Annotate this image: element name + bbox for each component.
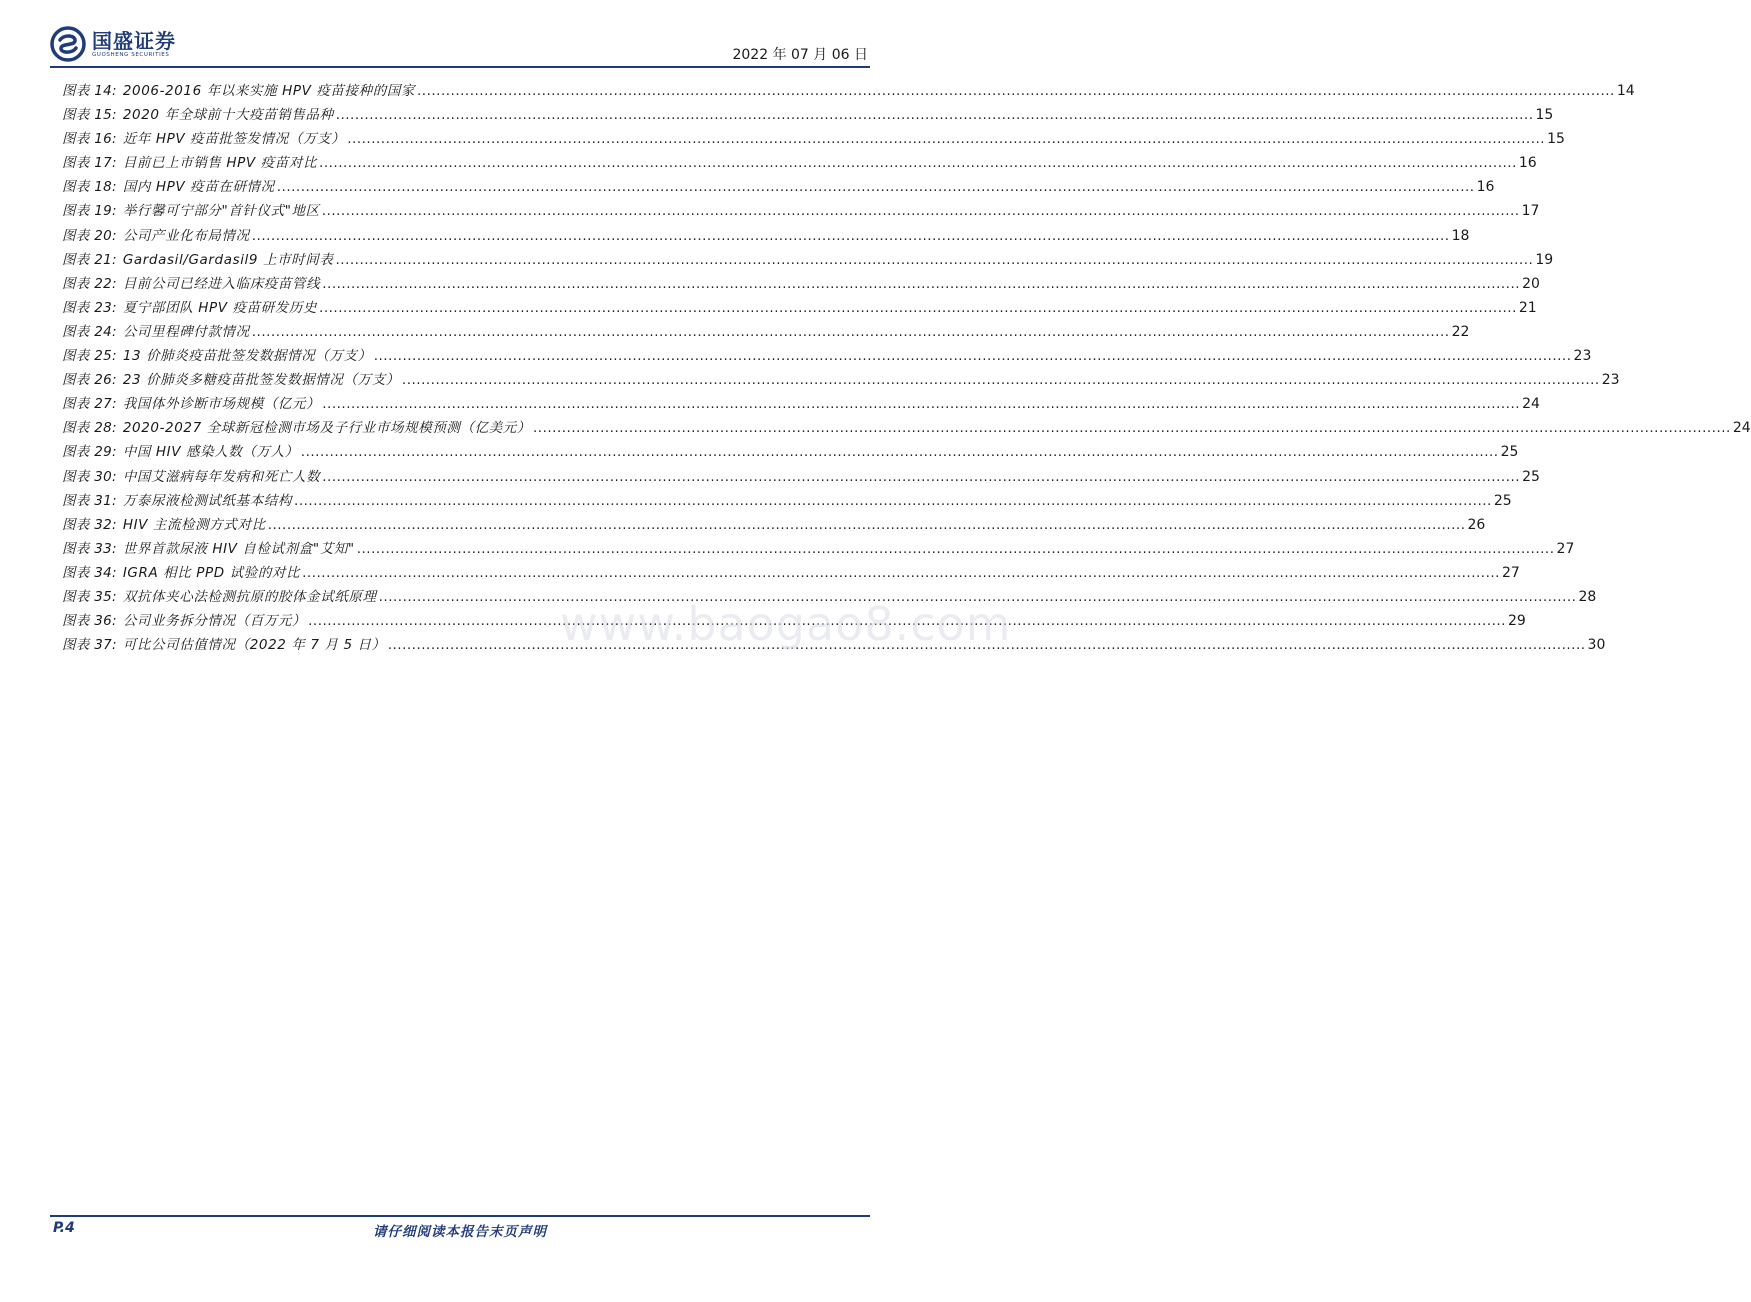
toc-entry-label: 图表 28: (62, 420, 117, 437)
logo-chinese-name: 国盛证券 (92, 28, 176, 53)
toc-leader-dots (322, 272, 1520, 296)
toc-leader-dots (347, 127, 1545, 151)
toc-entry-title: 双抗体夹心法检测抗原的胶体金试纸原理 (122, 588, 377, 605)
toc-entry[interactable] (62, 633, 1606, 657)
toc-entry-label: 图表 23: (62, 299, 117, 316)
toc-entry-page: 15 (1547, 131, 1565, 148)
toc-entry-label: 图表 35: (62, 588, 117, 605)
toc-entry-label: 图表 27: (62, 396, 117, 413)
toc-entry[interactable] (62, 609, 1526, 633)
toc-entry[interactable] (62, 151, 1537, 175)
toc-entry[interactable] (62, 561, 1520, 585)
toc-entry[interactable] (62, 320, 1470, 344)
toc-entry[interactable] (62, 585, 1597, 609)
toc-entry-label: 图表 31: (62, 492, 117, 509)
toc-entry[interactable] (62, 272, 1540, 296)
toc-entry-title: 公司业务拆分情况（百万元） (122, 613, 307, 630)
toc-entry-title: 可比公司估值情况（2022 年 7 月 5 日） (122, 637, 386, 654)
toc-entry-label: 图表 22: (62, 275, 117, 292)
toc-entry-title: 目前公司已经进入临床疫苗管线 (122, 275, 321, 292)
toc-entry[interactable] (62, 296, 1537, 320)
toc-entry[interactable] (62, 224, 1470, 248)
toc-entry[interactable] (62, 344, 1592, 368)
toc-leader-dots (357, 537, 1555, 561)
toc-leader-dots (335, 248, 1533, 272)
toc-entry-page: 16 (1476, 179, 1495, 196)
toc-entry-label: 图表 30: (62, 468, 117, 485)
toc-entry-label: 图表 14: (62, 83, 117, 99)
toc-entry-page: 20 (1522, 275, 1540, 292)
toc-entry[interactable] (62, 537, 1575, 561)
toc-leader-dots (322, 392, 1520, 416)
toc-leader-dots (322, 199, 1520, 223)
toc-entry-page: 27 (1501, 564, 1520, 581)
toc-leader-dots (301, 440, 1499, 464)
toc-entry-page: 14 (1616, 83, 1635, 99)
toc-entry-page: 19 (1535, 251, 1554, 268)
footer-rule (50, 1215, 870, 1217)
toc-entry-title: 近年 HPV 疫苗批签发情况（万支） (122, 131, 346, 148)
toc-leader-dots (374, 344, 1572, 368)
toc-leader-dots (294, 489, 1492, 513)
toc-entry-page: 18 (1451, 227, 1470, 244)
toc-entry-page: 25 (1500, 444, 1519, 461)
toc-entry-title: 2020-2027 全球新冠检测市场及子行业市场规模预测（亿美元） (122, 420, 532, 437)
toc-entry[interactable] (62, 392, 1540, 416)
toc-entry-page: 25 (1522, 468, 1540, 485)
toc-entry-title: 万泰尿液检测试纸基本结构 (122, 492, 293, 509)
toc-entry-page: 24 (1732, 420, 1751, 437)
toc-entry-title: 夏宁部团队 HPV 疫苗研发历史 (122, 299, 318, 316)
toc-leader-dots (336, 103, 1534, 127)
toc-entry[interactable] (62, 248, 1554, 272)
toc-entry-title: 国内 HPV 疫苗在研情况 (122, 179, 275, 196)
toc-entry-label: 图表 34: (62, 564, 117, 581)
toc-entry-page: 23 (1601, 372, 1620, 389)
toc-entry-page: 24 (1522, 396, 1540, 413)
page-number: P.4 (53, 1220, 75, 1236)
toc-entry-title: 中国艾滋病每年发病和死亡人数 (122, 468, 321, 485)
toc-entry-page: 22 (1451, 323, 1470, 340)
toc-entry-label: 图表 19: (62, 203, 117, 220)
toc-leader-dots (322, 465, 1520, 489)
toc-entry[interactable] (62, 199, 1540, 223)
toc-entry-title: 目前已上市销售 HPV 疫苗对比 (122, 155, 318, 172)
toc-entry[interactable] (62, 368, 1620, 392)
toc-entry-page: 29 (1507, 613, 1526, 630)
toc-entry-page: 25 (1493, 492, 1512, 509)
toc-leader-dots (302, 561, 1500, 585)
toc-leader-dots (388, 633, 1586, 657)
toc-entry-title: HIV 主流检测方式对比 (122, 516, 266, 533)
toc-entry[interactable] (62, 103, 1554, 127)
logo-english-name: GUOSHENG SECURITIES (92, 51, 170, 58)
toc-entry-title: 世界首款尿液 HIV 自检试剂盒"艾知" (122, 540, 355, 557)
toc-entry-label: 图表 29: (62, 444, 117, 461)
toc-entry-title: 23 价肺炎多糖疫苗批签发数据情况（万支） (122, 372, 400, 389)
page-header (50, 24, 870, 68)
toc-entry-page: 23 (1573, 348, 1592, 365)
toc-leader-dots (268, 513, 1466, 537)
toc-entry[interactable] (62, 127, 1565, 151)
toc-entry[interactable] (62, 175, 1495, 199)
toc-leader-dots (277, 175, 1475, 199)
toc-entry-label: 图表 17: (62, 155, 117, 172)
watermark: www.baogao8.com (560, 597, 1012, 651)
toc-entry-page: 17 (1521, 203, 1540, 220)
toc-entry[interactable] (62, 440, 1519, 464)
toc-entry-label: 图表 21: (62, 251, 117, 268)
toc-entry-title: 中国 HIV 感染人数（万人） (122, 444, 299, 461)
toc-leader-dots (533, 416, 1731, 440)
toc-entry-title: Gardasil/Gardasil9 上市时间表 (122, 251, 334, 268)
toc-entry-page: 26 (1467, 516, 1486, 533)
toc-entry[interactable] (62, 465, 1540, 489)
toc-entry[interactable] (62, 416, 1751, 440)
toc-leader-dots (417, 79, 1615, 103)
header-rule (50, 66, 870, 68)
toc-entry-label: 图表 37: (62, 637, 117, 654)
figure-index (62, 79, 1751, 657)
toc-entry-title: 2020 年全球前十大疫苗销售品种 (122, 107, 334, 124)
toc-entry-page: 16 (1518, 155, 1537, 172)
toc-entry[interactable] (62, 79, 1635, 103)
toc-leader-dots (319, 151, 1517, 175)
toc-entry[interactable] (62, 489, 1512, 513)
toc-entry-title: 举行馨可宁部分"首针仪式"地区 (122, 203, 320, 220)
toc-entry-label: 图表 32: (62, 516, 117, 533)
toc-entry-title: 我国体外诊断市场规模（亿元） (122, 396, 321, 413)
toc-entry-title: 公司产业化布局情况 (122, 227, 250, 244)
report-date: 2022 年 07 月 06 日 (732, 47, 868, 63)
toc-entry-page: 28 (1578, 588, 1597, 605)
company-logo (50, 26, 176, 62)
footer-disclaimer: 请仔细阅读本报告末页声明 (373, 1224, 547, 1240)
toc-entry-label: 图表 20: (62, 227, 117, 244)
toc-entry-label: 图表 26: (62, 372, 117, 389)
toc-leader-dots (252, 224, 1450, 248)
toc-entry-title: IGRA 相比 PPD 试验的对比 (122, 564, 301, 581)
toc-entry-title: 公司里程碑付款情况 (122, 323, 250, 340)
guosheng-logo-icon (50, 26, 86, 62)
toc-leader-dots (379, 585, 1577, 609)
toc-entry[interactable] (62, 513, 1486, 537)
toc-entry-title: 13 价肺炎疫苗批签发数据情况（万支） (122, 348, 372, 365)
toc-entry-label: 图表 33: (62, 540, 117, 557)
toc-leader-dots (308, 609, 1506, 633)
toc-entry-page: 30 (1587, 637, 1606, 654)
toc-entry-label: 图表 18: (62, 179, 117, 196)
toc-entry-label: 图表 24: (62, 323, 117, 340)
toc-entry-label: 图表 16: (62, 131, 117, 148)
toc-leader-dots (252, 320, 1450, 344)
toc-entry-label: 图表 36: (62, 613, 117, 630)
toc-entry-page: 21 (1518, 299, 1537, 316)
toc-entry-label: 图表 25: (62, 348, 117, 365)
toc-leader-dots (319, 296, 1517, 320)
toc-entry-page: 15 (1535, 107, 1554, 124)
toc-leader-dots (402, 368, 1600, 392)
toc-entry-label: 图表 15: (62, 107, 117, 124)
toc-entry-page: 27 (1556, 540, 1575, 557)
toc-entry-title: 2006-2016 年以来实施 HPV 疫苗接种的国家 (122, 83, 416, 99)
